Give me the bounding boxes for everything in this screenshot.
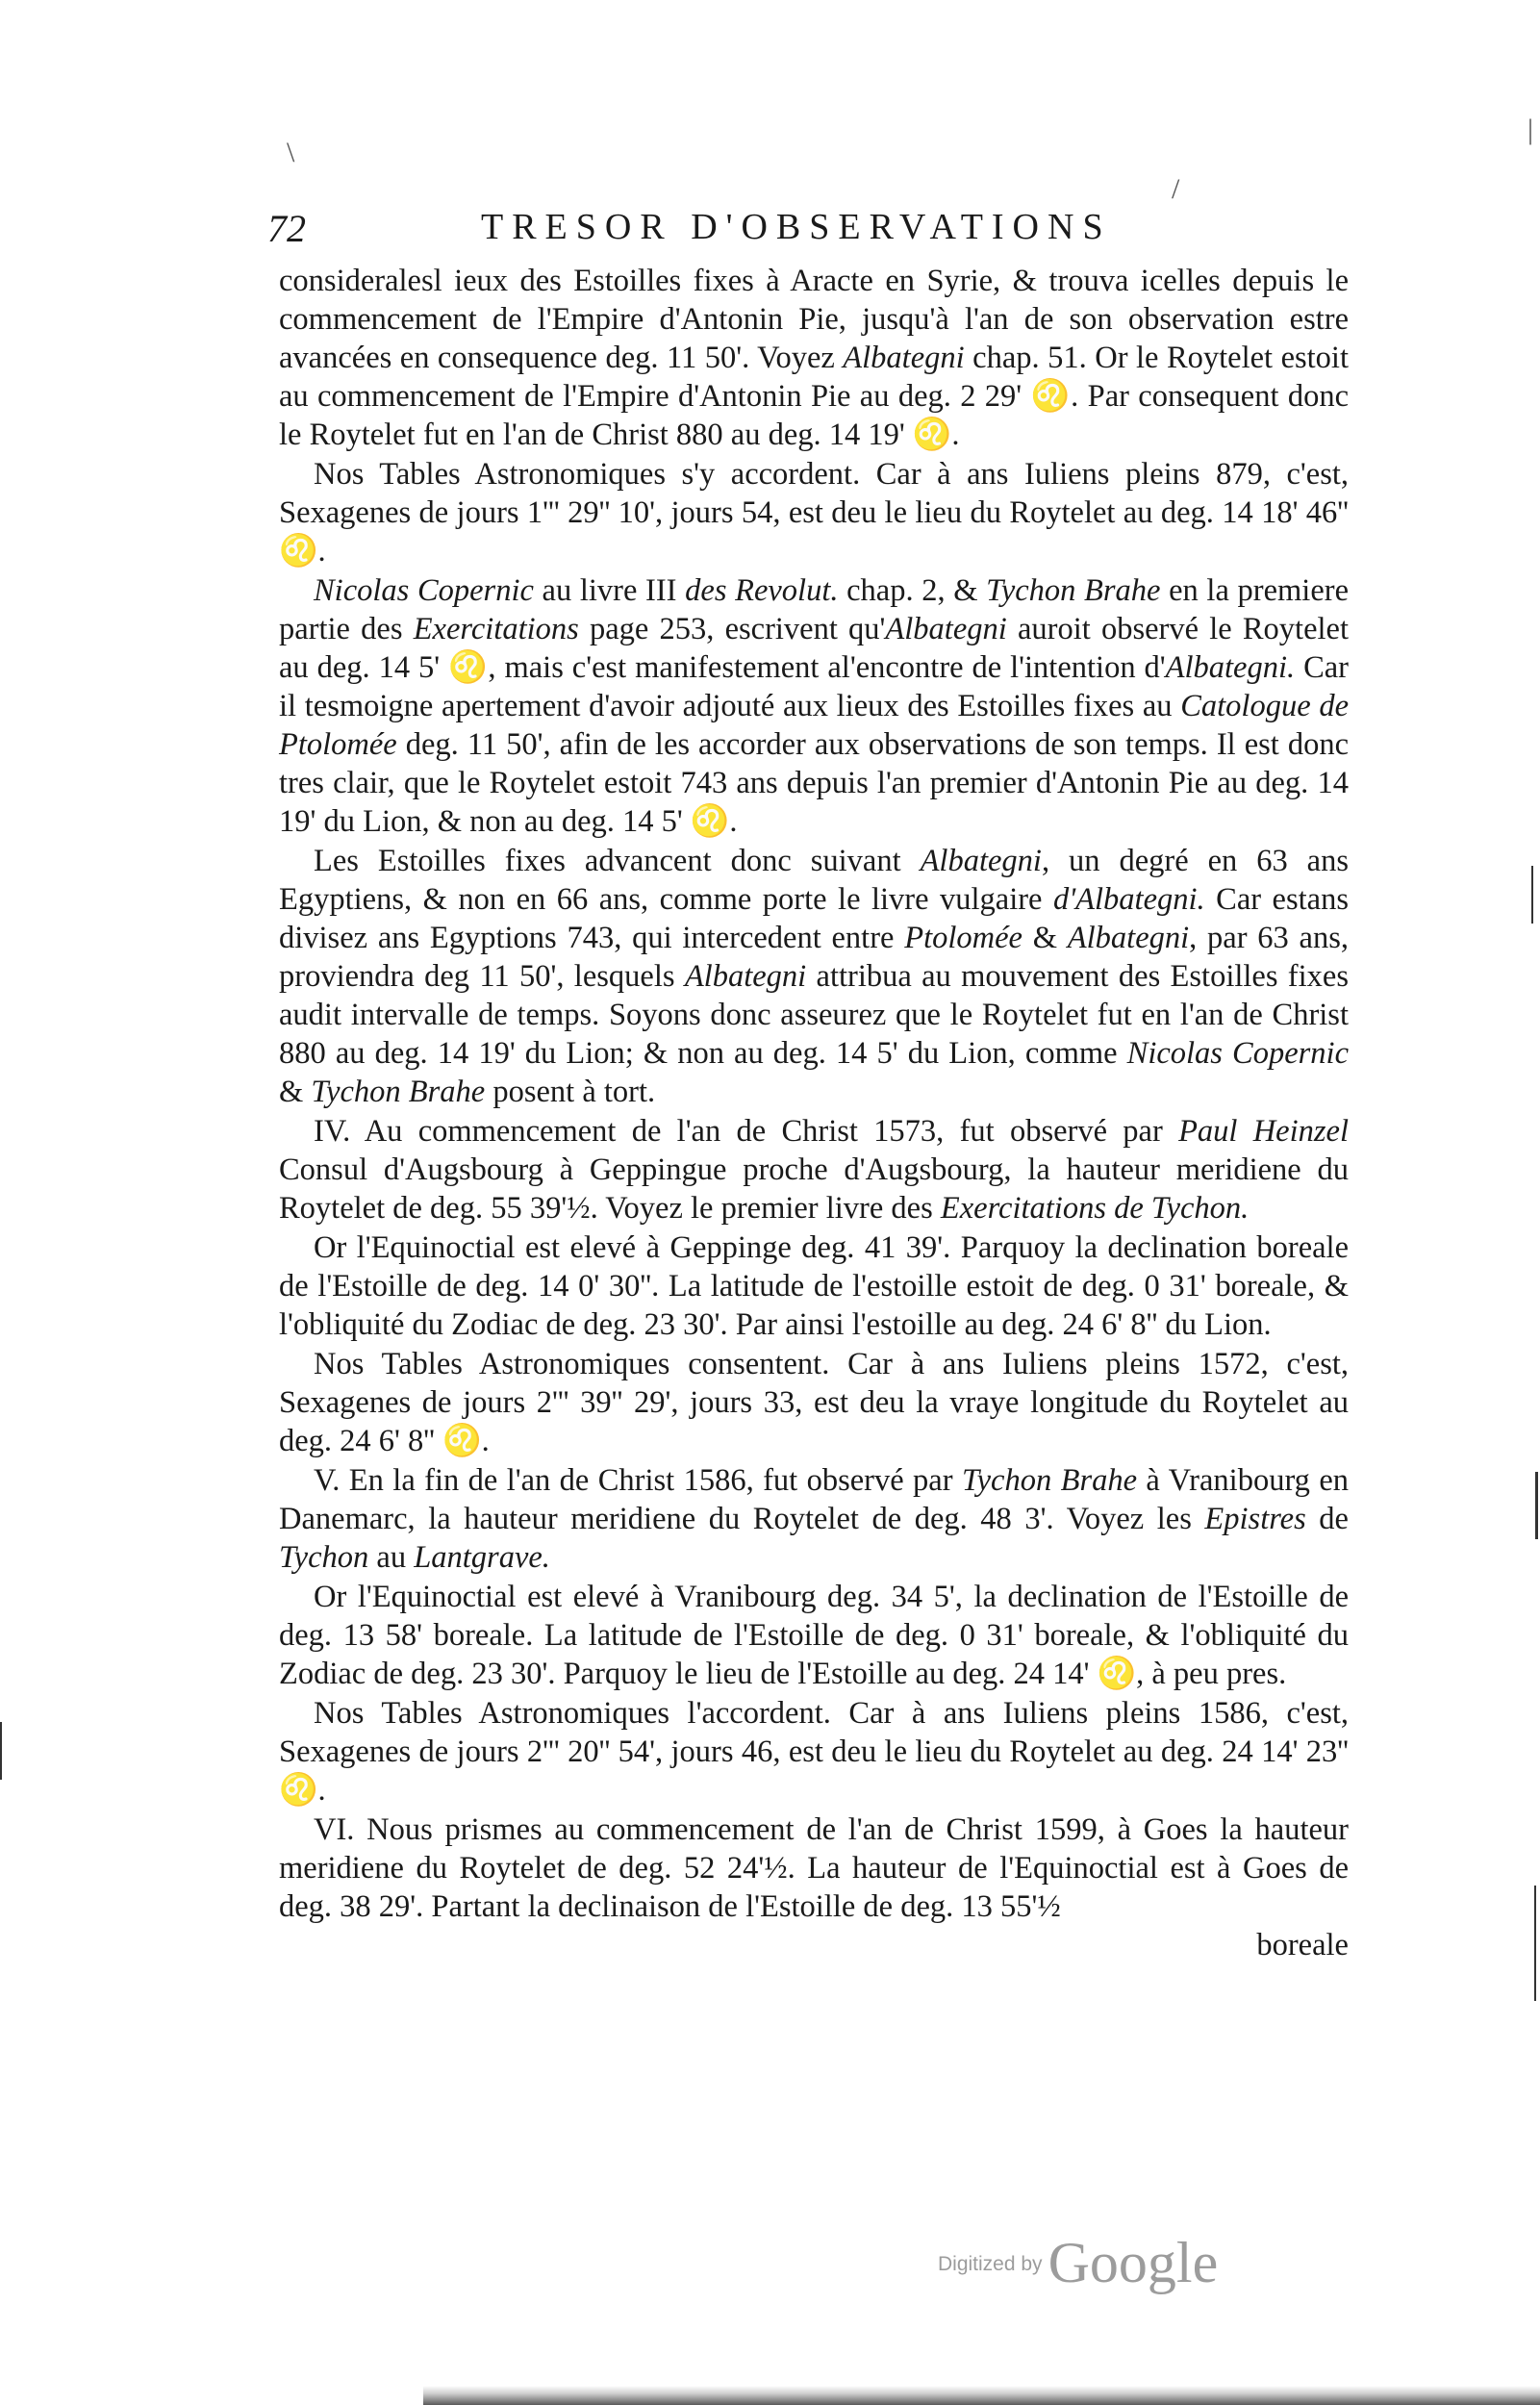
page-edge-mark (1535, 1472, 1538, 1539)
italic-name: Lantgrave. (414, 1540, 550, 1575)
text-run: attribua au mouvement des Estoilles fixes audit intervalle de temps. Soyons donc asseurez que le Roytelet fut en l'an de Christ 880 au deg. 14 19' du Lion; & non au deg. 14 5' du Lion, comme (279, 959, 1349, 1071)
text-run: Car il tesmoigne apertement d'avoir adjouté aux lieux des Estoilles fixes au (279, 650, 1349, 723)
running-title: TRESOR D'OBSERVATIONS (481, 207, 1112, 247)
italic-name: Nicolas Copernic (1126, 1036, 1349, 1071)
text-run: Nos Tables Astronomiques l'accordent. Car à ans Iuliens pleins 1586, c'est, Sexagenes de jours 2''' 20'' 54', jours 46, est deu le lieu du Roytelet au deg. 24 14' 23'' ♌. (279, 1696, 1349, 1808)
text-run: Car estans divisez ans Egyptions 743, qui intercedent entre (279, 882, 1349, 955)
italic-name: Catologue de Ptolomée (279, 689, 1349, 762)
digitized-by-google-watermark (938, 2230, 1218, 2297)
page-header (267, 200, 1350, 254)
margin-speck: \ (287, 137, 295, 168)
body-paragraph (279, 1578, 1349, 1693)
italic-name: Paul Heinzel (1178, 1114, 1349, 1149)
italic-name: Albategni. (1165, 650, 1296, 685)
text-run: page 253, escrivent qu' (578, 612, 886, 646)
body-paragraph (279, 571, 1349, 841)
text-run: au livre III (533, 573, 686, 608)
italic-name: Albategni (843, 341, 965, 375)
page-number: 72 (267, 207, 306, 250)
text-run: , un degré en 63 ans Egyptiens, & non en 66 ans, comme porte le livre vulgaire (279, 844, 1350, 917)
italic-name: Tychon (279, 1540, 369, 1575)
italic-name: Albategni (1067, 921, 1190, 955)
italic-name: Ptolomée (904, 921, 1022, 955)
text-run: VI. Nous prismes au commencement de l'an de Christ 1599, à Goes la hauteur meridiene du Roytelet de deg. 52 24'½. La hauteur de l'Equinoctial est à Goes de deg. 38 29'. Partant la declinaison de l'Estoille de deg. 13 55'½ (279, 1812, 1349, 1924)
catchword: boreale (1256, 1928, 1349, 1962)
text-run: au (368, 1540, 415, 1575)
body-paragraph (279, 1345, 1349, 1460)
italic-name: Albategni (920, 844, 1042, 878)
watermark-prefix: Digitized by (938, 2253, 1043, 2275)
body-paragraph (279, 1694, 1349, 1810)
body-paragraph (279, 455, 1349, 570)
margin-speck: | (1527, 114, 1534, 145)
italic-name: Tychon Brahe (311, 1075, 486, 1109)
italic-name: Epistres (1204, 1502, 1306, 1536)
scan-bottom-edge (423, 2386, 1540, 2405)
page-edge-mark (1534, 1886, 1536, 2001)
page-edge-mark (1531, 866, 1533, 924)
text-run: Les Estoilles fixes advancent donc suivant (314, 844, 921, 878)
text-run: chap. 51. Or le Roytelet estoit au commencement de l'Empire d'Antonin Pie au deg. 2 29' ♌. Par consequent donc le Roytelet fut en l'an de Christ 880 au deg. 14 19' ♌. (279, 341, 1349, 452)
text-run: Or l'Equinoctial est elevé à Geppinge deg. 41 39'. Parquoy la declination boreale de l'Estoille de deg. 14 0' 30''. La latitude de l'estoille estoit de deg. 0 31' boreale, & l'obliquité du Zodiac de deg. 23 30'. Par ainsi l'estoille au deg. 24 6' 8'' du Lion. (279, 1230, 1349, 1342)
text-run: de (1305, 1502, 1349, 1536)
italic-name: Tychon Brahe (961, 1463, 1138, 1498)
text-run: Or l'Equinoctial est elevé à Vranibourg deg. 34 5', la declination de l'Estoille de deg. 13 58' boreale. La latitude de l'Estoille de deg. 0 31' boreale, & l'obliquité du Zodiac de deg. 23 30'. Parquoy le lieu de l'Estoille au deg. 24 14' ♌, à peu pres. (279, 1580, 1349, 1691)
text-run: Nos Tables Astronomiques s'y accordent. Car à ans Iuliens pleins 879, c'est, Sexagenes de jours 1''' 29'' 10', jours 54, est deu le lieu du Roytelet au deg. 14 18' 46'' ♌. (279, 457, 1349, 569)
text-run: posent à tort. (485, 1075, 656, 1109)
text-run: Nos Tables Astronomiques consentent. Car à ans Iuliens pleins 1572, c'est, Sexagenes de jours 2''' 39'' 29', jours 33, est deu la vraye longitude du Roytelet au deg. 24 6' 8'' ♌. (279, 1347, 1349, 1458)
text-run: en la premiere partie des (279, 573, 1349, 646)
text-run: , par 63 ans, proviendra deg 11 50', lesquels (279, 921, 1350, 994)
text-run: V. En la fin de l'an de Christ 1586, fut observé par (314, 1463, 962, 1498)
body-paragraph (279, 842, 1349, 1111)
text-run: chap. 2, & (838, 573, 987, 608)
italic-name: Exercitations de Tychon. (940, 1191, 1250, 1226)
text-run: à Vranibourg en Danemarc, la hauteur meridiene du Roytelet de deg. 48 3'. Voyez les (279, 1463, 1350, 1536)
body-paragraph (279, 1228, 1349, 1344)
italic-name: Exercitations (413, 612, 579, 646)
italic-name: Albategni (684, 959, 807, 994)
text-run: auroit observé le Roytelet au deg. 14 5' ♌, mais c'est manifestement al'encontre de l'intention d' (279, 612, 1349, 685)
italic-name: d'Albategni. (1052, 882, 1205, 917)
body-paragraph (279, 262, 1349, 454)
italic-name: des Revolut. (685, 573, 839, 608)
text-body (279, 262, 1349, 1964)
google-logo: Google (1048, 2231, 1219, 2294)
italic-name: Albategni (885, 612, 1007, 646)
page-edge-mark (0, 1722, 2, 1780)
margin-speck: / (1172, 173, 1180, 205)
text-run: consideralesl ieux des Estoilles fixes à Aracte en Syrie, & trouva icelles depuis le commencement de l'Empire d'Antonin Pie, jusqu'à l'an de son observation estre avancées en consequence deg. 11 50'. Voyez (279, 264, 1349, 375)
text-run: deg. 11 50', afin de les accorder aux observations de son temps. Il est donc tres clair, que le Roytelet estoit 743 ans depuis l'an premier d'Antonin Pie au deg. 14 19' du Lion, & non au deg. 14 5' ♌. (279, 727, 1349, 839)
body-paragraph (279, 1461, 1349, 1577)
body-paragraph (279, 1112, 1349, 1228)
text-run: IV. Au commencement de l'an de Christ 1573, fut observé par (314, 1114, 1179, 1149)
italic-name: Tychon Brahe (986, 573, 1161, 608)
italic-name: Nicolas Copernic (314, 573, 534, 608)
body-paragraph (279, 1810, 1349, 1926)
text-run: Consul d'Augsbourg à Geppingue proche d'Augsbourg, la hauteur meridiene du Roytelet de deg. 55 39'½. Voyez le premier livre des (279, 1152, 1349, 1226)
text-run: & (279, 1075, 312, 1109)
text-run: & (1022, 921, 1068, 955)
